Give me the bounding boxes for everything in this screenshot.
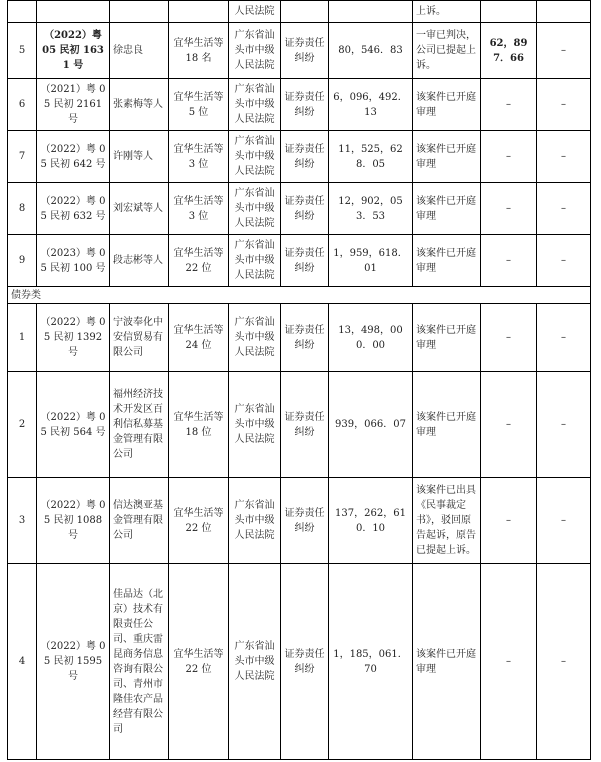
court-cell: 广东省汕头市中级人民法院 — [229, 23, 281, 79]
plaintiff-cell: 宜华生活等 22 位 — [169, 564, 229, 760]
defendant-cell: 信达澳亚基金管理有限公司 — [110, 478, 169, 564]
row-number-cell: 6 — [8, 79, 37, 131]
amount-cell: 80，546．83 — [329, 23, 413, 79]
judged-amount-cell: – — [481, 304, 537, 372]
court-cell: 人民法院 — [229, 1, 281, 23]
amount-cell: 6，096，492．13 — [329, 79, 413, 131]
remark-cell: – — [537, 478, 591, 564]
defendant-cell: 福州经济技术开发区百利信私募基金管理有限公司 — [110, 372, 169, 478]
remark-cell: – — [537, 183, 591, 235]
row-number-cell: 9 — [8, 235, 37, 287]
case-number-cell: （2022）粤 05 民初 1392 号 — [37, 304, 110, 372]
table-row — [8, 478, 591, 564]
section-row — [8, 287, 591, 304]
amount-cell: 11，525，628．05 — [329, 131, 413, 183]
court-cell: 广东省汕头市中级人民法院 — [229, 183, 281, 235]
case-number-cell: （2022）粤 05 民初 1088 号 — [37, 478, 110, 564]
case-number-cell: （2023）粤 05 民初 100 号 — [37, 235, 110, 287]
court-cell: 广东省汕头市中级人民法院 — [229, 478, 281, 564]
table-row — [8, 23, 591, 79]
cell-empty — [37, 1, 110, 23]
plaintiff-cell: 宜华生活等 18 位 — [169, 372, 229, 478]
cause-cell: 证券责任纠纷 — [281, 304, 329, 372]
cell-empty — [110, 1, 169, 23]
table-row — [8, 372, 591, 478]
defendant-cell: 段志彬等人 — [110, 235, 169, 287]
remark-cell: – — [537, 304, 591, 372]
amount-cell: 12，902，053．53 — [329, 183, 413, 235]
status-cell: 上诉。 — [413, 1, 481, 23]
cause-cell: 证券责任纠纷 — [281, 235, 329, 287]
table-row — [8, 564, 591, 760]
status-cell: 该案件已开庭审理 — [413, 131, 481, 183]
defendant-cell: 许刚等人 — [110, 131, 169, 183]
amount-cell: 939，066．07 — [329, 372, 413, 478]
judged-amount-cell: – — [481, 478, 537, 564]
defendant-cell: 宁波奉化中安信贸易有限公司 — [110, 304, 169, 372]
case-number-cell: （2022）粤 05 民初 564 号 — [37, 372, 110, 478]
case-number-cell: （2021）粤 05 民初 2161 号 — [37, 79, 110, 131]
table-row — [8, 183, 591, 235]
amount-cell: 137，262，610．10 — [329, 478, 413, 564]
row-number-cell: 1 — [8, 304, 37, 372]
remark-cell: – — [537, 372, 591, 478]
cause-cell: 证券责任纠纷 — [281, 131, 329, 183]
case-number-cell: （2022）粤 05 民初 1631 号 — [37, 23, 110, 79]
cell-empty — [281, 1, 329, 23]
status-cell: 该案件已开庭审理 — [413, 564, 481, 760]
remark-cell: – — [537, 564, 591, 760]
plaintiff-cell: 宜华生活等 22 位 — [169, 478, 229, 564]
case-number-cell: （2022）粤 05 民初 1595 号 — [37, 564, 110, 760]
cause-cell: 证券责任纠纷 — [281, 79, 329, 131]
row-number-cell: 7 — [8, 131, 37, 183]
status-cell: 该案件已开庭审理 — [413, 183, 481, 235]
defendant-cell: 刘宏斌等人 — [110, 183, 169, 235]
plaintiff-cell: 宜华生活等 5 位 — [169, 79, 229, 131]
cell-empty — [8, 1, 37, 23]
status-cell: 该案件已开庭审理 — [413, 372, 481, 478]
table-row — [8, 79, 591, 131]
cause-cell: 证券责任纠纷 — [281, 478, 329, 564]
status-cell: 该案件已开庭审理 — [413, 304, 481, 372]
row-number-cell: 5 — [8, 23, 37, 79]
status-cell: 该案件已开庭审理 — [413, 235, 481, 287]
litigation-table — [7, 0, 591, 760]
table-row-continued — [8, 1, 591, 23]
case-number-cell: （2022）粤 05 民初 632 号 — [37, 183, 110, 235]
cell-empty — [537, 1, 591, 23]
plaintiff-cell: 宜华生活等 3 位 — [169, 183, 229, 235]
court-cell: 广东省汕头市中级人民法院 — [229, 79, 281, 131]
row-number-cell: 3 — [8, 478, 37, 564]
amount-cell: 13，498，000．00 — [329, 304, 413, 372]
table-row — [8, 131, 591, 183]
judged-amount-cell: 62，897．66 — [481, 23, 537, 79]
amount-cell: 1，959，618．01 — [329, 235, 413, 287]
judged-amount-cell: – — [481, 372, 537, 478]
plaintiff-cell: 宜华生活等 3 位 — [169, 131, 229, 183]
cause-cell: 证券责任纠纷 — [281, 564, 329, 760]
judged-amount-cell: – — [481, 183, 537, 235]
defendant-cell: 徐忠良 — [110, 23, 169, 79]
plaintiff-cell: 宜华生活等 24 位 — [169, 304, 229, 372]
amount-cell: 1，185，061．70 — [329, 564, 413, 760]
cause-cell: 证券责任纠纷 — [281, 183, 329, 235]
court-cell: 广东省汕头市中级人民法院 — [229, 304, 281, 372]
plaintiff-cell: 宜华生活等 22 位 — [169, 235, 229, 287]
judged-amount-cell: – — [481, 564, 537, 760]
judged-amount-cell: – — [481, 79, 537, 131]
section-label: 债券类 — [8, 287, 591, 304]
remark-cell: – — [537, 23, 591, 79]
court-cell: 广东省汕头市中级人民法院 — [229, 564, 281, 760]
row-number-cell: 4 — [8, 564, 37, 760]
remark-cell: – — [537, 131, 591, 183]
remark-cell: – — [537, 79, 591, 131]
cell-empty — [329, 1, 413, 23]
court-cell: 广东省汕头市中级人民法院 — [229, 131, 281, 183]
status-cell: 一审已判决，公司已提起上诉。 — [413, 23, 481, 79]
case-number-cell: （2022）粤 05 民初 642 号 — [37, 131, 110, 183]
table-row — [8, 304, 591, 372]
status-cell: 该案件已开庭审理 — [413, 79, 481, 131]
cause-cell: 证券责任纠纷 — [281, 23, 329, 79]
court-cell: 广东省汕头市中级人民法院 — [229, 372, 281, 478]
plaintiff-cell: 宜华生活等 18 名 — [169, 23, 229, 79]
cell-empty — [169, 1, 229, 23]
table-row — [8, 235, 591, 287]
row-number-cell: 2 — [8, 372, 37, 478]
status-cell: 该案件已出具《民事裁定书》，驳回原告起诉，原告已提起上诉。 — [413, 478, 481, 564]
remark-cell: – — [537, 235, 591, 287]
cause-cell: 证券责任纠纷 — [281, 372, 329, 478]
judged-amount-cell: – — [481, 131, 537, 183]
cell-empty — [481, 1, 537, 23]
defendant-cell: 张素梅等人 — [110, 79, 169, 131]
defendant-cell: 佳品达（北京）技术有限责任公司、重庆雷昆商务信息咨询有限公司、青州市隆佳农产品经营有限公司 — [110, 564, 169, 760]
row-number-cell: 8 — [8, 183, 37, 235]
judged-amount-cell: – — [481, 235, 537, 287]
court-cell: 广东省汕头市中级人民法院 — [229, 235, 281, 287]
